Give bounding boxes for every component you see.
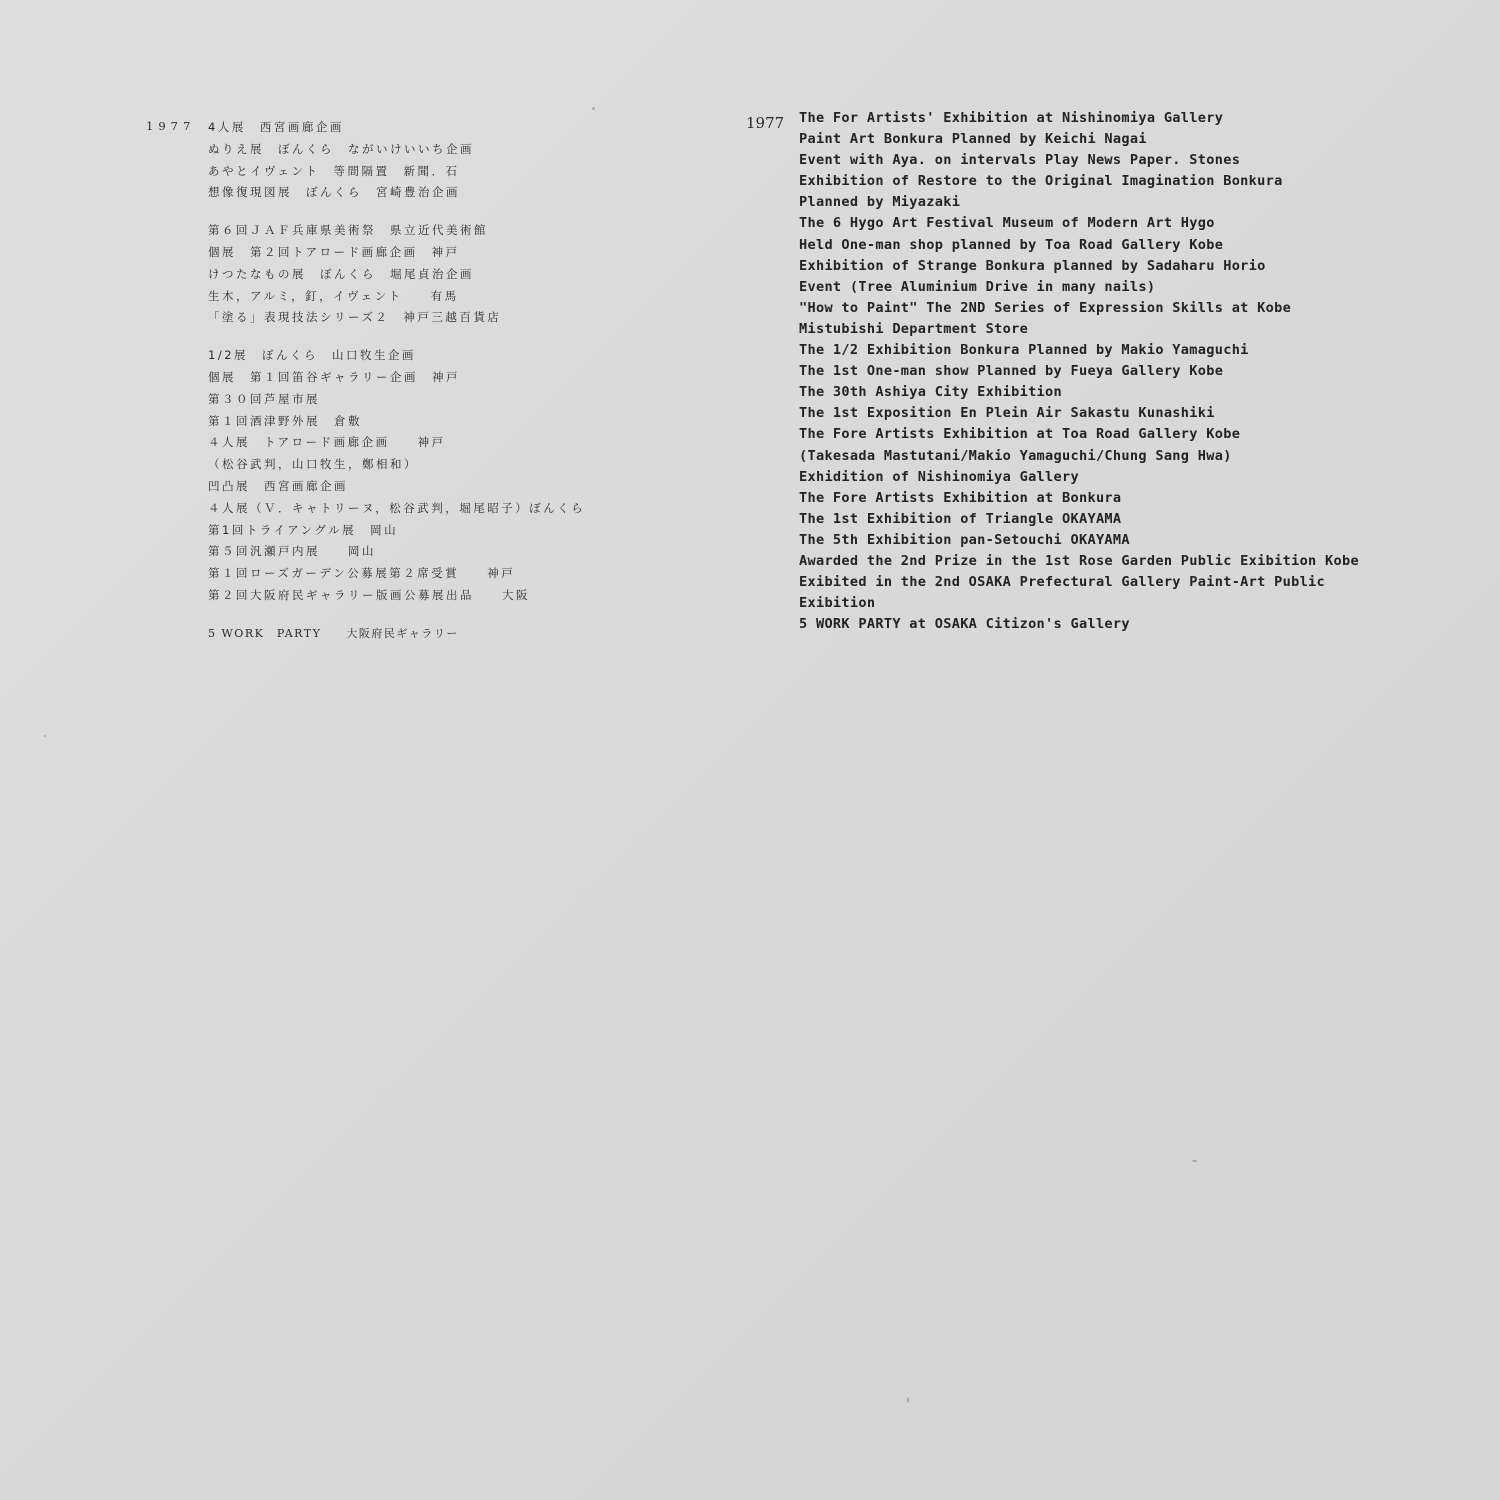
japanese-group-4 [208, 623, 585, 645]
english-entry: The 30th Ashiya City Exhibition [799, 384, 1063, 401]
english-entry: Planned by Miyazaki [799, 194, 961, 211]
english-entry: Held One-man shop planned by Toa Road Gallery Kobe [799, 236, 1224, 253]
japanese-group-3 [208, 345, 585, 607]
english-entry: Mistubishi Department Store [799, 320, 1029, 337]
english-entry: The 6 Hygo Art Festival Museum of Modern Art Hygo [799, 215, 1215, 232]
english-entry: The 1st One-man show Planned by Fueya Gallery Kobe [799, 363, 1224, 380]
japanese-entry: 第1回トライアングル展 岡山 [208, 522, 399, 537]
japanese-exhibition-list [208, 117, 585, 645]
paper-speck [44, 735, 46, 737]
japanese-entry: 第３０回芦屋市展 [208, 391, 320, 406]
japanese-entry: 「塗る」表現技法シリーズ２ 神戸三越百貨店 [208, 310, 502, 325]
japanese-entry: あやとイヴェント 等間隔置 新聞．石 [208, 163, 460, 178]
japanese-entry: 1/2展 ぼんくら 山口牧生企画 [208, 348, 417, 363]
english-entry: Awarded the 2nd Prize in the 1st Rose Garden Public Exibition Kobe [799, 552, 1359, 569]
japanese-entry: 第５回汎瀬戸内展 岡山 [208, 544, 376, 559]
english-entry: The Fore Artists Exhibition at Toa Road Gallery Kobe [799, 426, 1241, 443]
japanese-entry: 4人展 西宮画廊企画 [208, 120, 344, 134]
japanese-entry: 個展 第２回トアロード画廊企画 神戸 [208, 244, 460, 259]
japanese-year: 1977 [146, 119, 196, 133]
japanese-entry: ぬりえ展 ぼんくら ながいけいいち企画 [208, 141, 474, 156]
japanese-entry: （松谷武判，山口牧生，鄭相和） [208, 457, 418, 472]
english-entry: "How to Paint" The 2ND Series of Expression Skills at Kobe [799, 299, 1292, 316]
japanese-entry: 第６回ＪＡＦ兵庫県美術祭 県立近代美術館 [208, 223, 488, 238]
english-entry: (Takesada Mastutani/Makio Yamaguchi/Chung Sang Hwa) [799, 447, 1232, 464]
paper-speck [1192, 1160, 1197, 1162]
japanese-entry: 第１回ローズガーデン公募展第２席受賞 神戸 [208, 566, 516, 581]
english-exhibition-list [799, 108, 1359, 635]
english-entry: The 5th Exhibition pan-Setouchi OKAYAMA [799, 531, 1130, 548]
english-year: 1977 [746, 114, 785, 132]
english-entry: Exhidition of Nishinomiya Gallery [799, 468, 1079, 485]
english-entry: 5 WORK PARTY at OSAKA Citizon's Gallery [799, 616, 1130, 633]
english-entry: Exibition [799, 595, 876, 612]
english-entry: The 1st Exposition En Plein Air Sakastu Kunashiki [799, 405, 1215, 422]
english-entry: Exhibition of Restore to the Original Imagination Bonkura [799, 173, 1283, 190]
japanese-group-2 [208, 220, 585, 329]
english-entry: Event with Aya. on intervals Play News Paper. Stones [799, 152, 1241, 169]
japanese-entry: 第２回大阪府民ギャラリー版画公募展出品 大阪 [208, 587, 530, 602]
english-entry: Exibited in the 2nd OSAKA Prefectural Gallery Paint-Art Public [799, 574, 1326, 591]
english-entry: Exhibition of Strange Bonkura planned by Sadaharu Horio [799, 257, 1266, 274]
paper-speck [907, 1397, 909, 1403]
japanese-entry: ４人展 トアロード画廊企画 神戸 [208, 435, 446, 450]
english-entry: Paint Art Bonkura Planned by Keichi Nagai [799, 131, 1147, 148]
japanese-entry: 凹凸展 西宮画廊企画 [208, 478, 348, 493]
japanese-entry: 想像復現図展 ぼんくら 宮崎豊治企画 [208, 185, 460, 200]
japanese-entry: 5 WORK PARTY 大阪府民ギャラリー [208, 626, 459, 640]
japanese-entry: 個展 第１回笛谷ギャラリー企画 神戸 [208, 369, 460, 384]
japanese-group-1 [208, 117, 585, 204]
english-entry: The 1/2 Exhibition Bonkura Planned by Makio Yamaguchi [799, 342, 1249, 359]
paper-speck [592, 107, 595, 110]
japanese-entry: ４人展（Ｖ．キャトリーヌ，松谷武判，堀尾昭子）ぼんくら [208, 500, 586, 515]
english-entry: The Fore Artists Exhibition at Bonkura [799, 489, 1122, 506]
english-entry: The 1st Exhibition of Triangle OKAYAMA [799, 510, 1122, 527]
japanese-entry: 生木，アルミ，釘，イヴェント 有馬 [208, 288, 459, 303]
japanese-entry: 第１回酒津野外展 倉敷 [208, 413, 362, 428]
japanese-entry: けつたなもの展 ぼんくら 堀尾貞治企画 [208, 266, 474, 281]
english-entry: The For Artists' Exhibition at Nishinomiya Gallery [799, 110, 1224, 126]
english-entry: Event (Tree Aluminium Drive in many nails) [799, 278, 1156, 295]
